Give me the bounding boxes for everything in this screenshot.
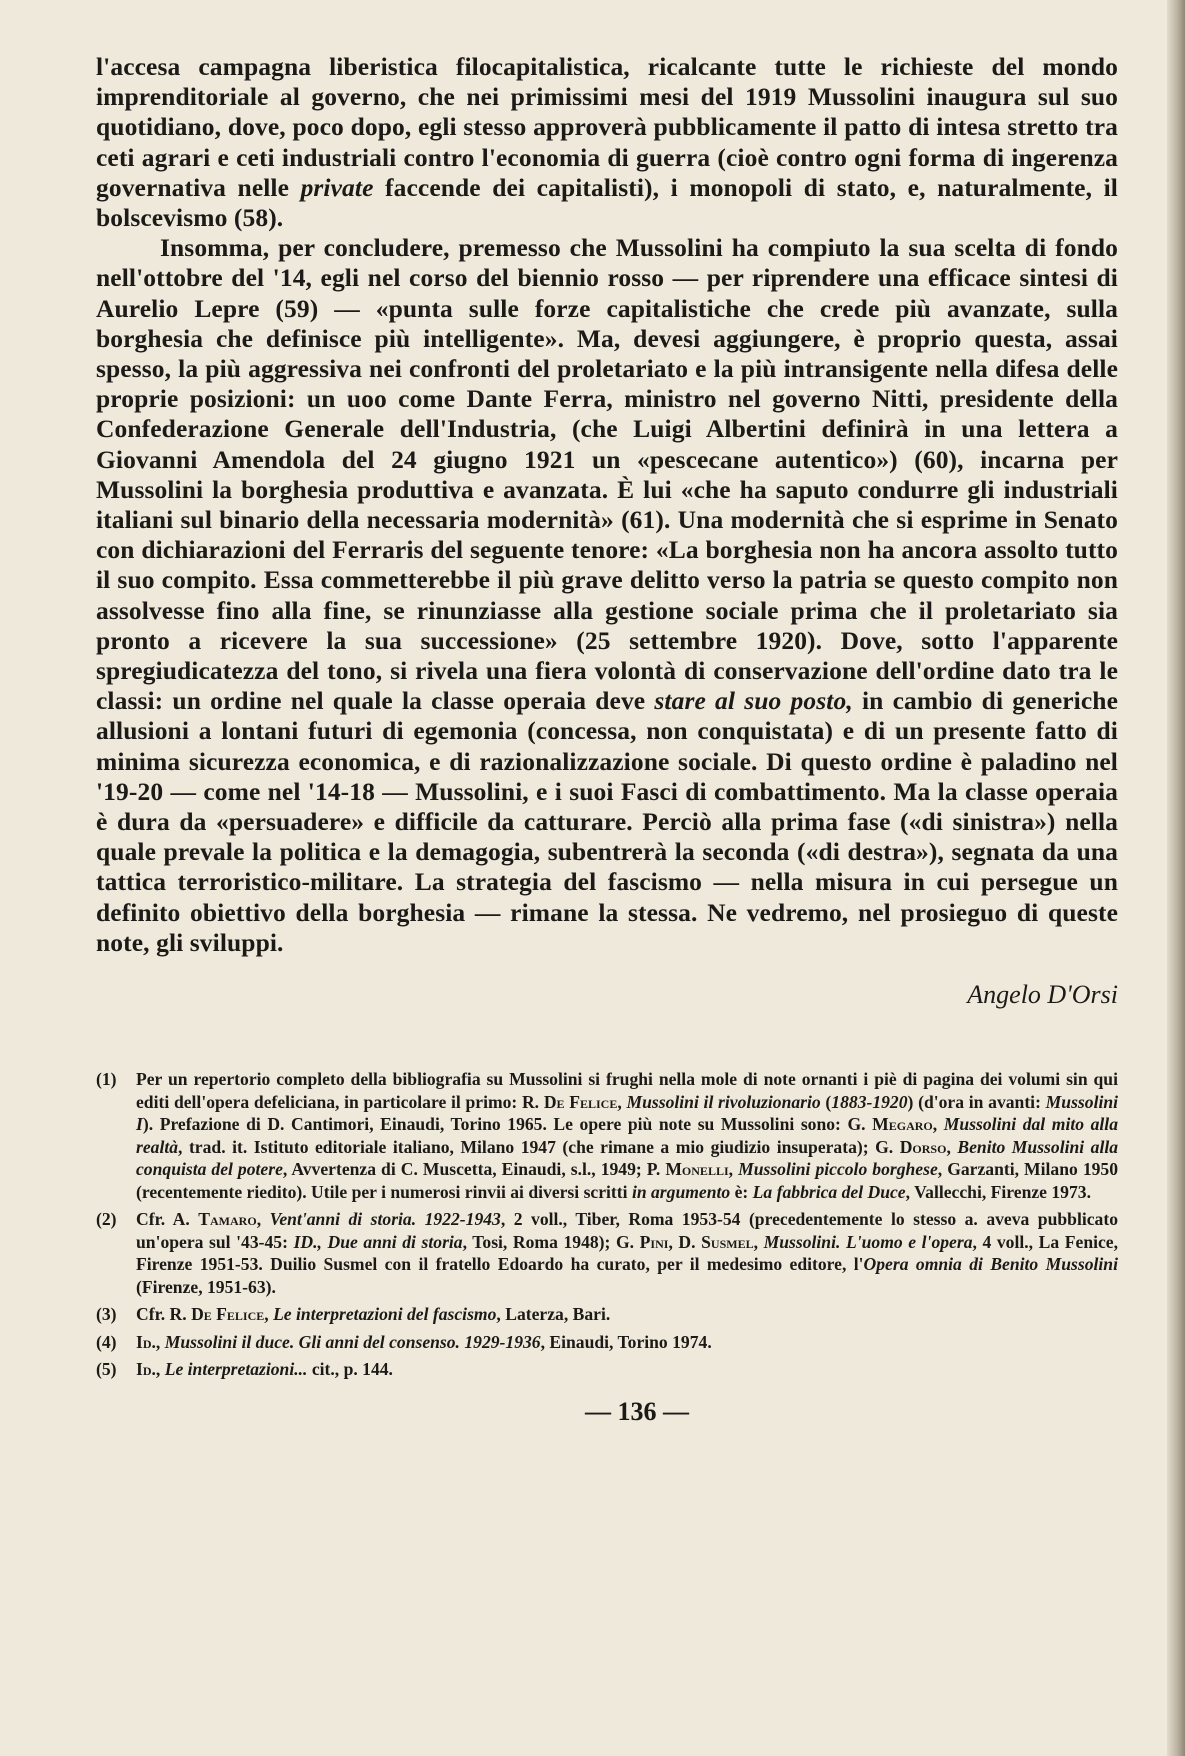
footnote-text: Cfr. R. — [136, 1304, 192, 1325]
footnote-text: , Einaudi, Torino 1974. — [540, 1331, 712, 1352]
body-italic: stare al suo posto, — [654, 686, 853, 716]
footnote-text: cit., p. 144. — [307, 1359, 393, 1380]
footnote-text: , Garzanti, Milano 1950 (recentemente riedito). Utile per i numerosi rinvii ai diversi scritti — [136, 1159, 1119, 1202]
author-name: Id. — [136, 1359, 156, 1380]
page-number: — 136 — — [585, 1396, 689, 1426]
book-title: ID., Due anni di storia — [293, 1231, 463, 1252]
author-name: De Felice — [191, 1304, 265, 1325]
book-title: Le interpretazioni... — [164, 1359, 308, 1380]
footnote-4 — [96, 1331, 1118, 1354]
footnote-text: ) (d'ora in avanti: — [907, 1091, 1046, 1112]
book-title: Le interpretazioni del fascismo — [273, 1304, 497, 1325]
footnote-text: , — [617, 1091, 627, 1112]
footnote-text: (Firenze, 1951-63). — [136, 1276, 276, 1297]
footnote-text: ). Prefazione di D. Cantimori, Einaudi, Torino 1965. Le opere più note su Mussolini sono: G. — [142, 1114, 873, 1135]
footnote-text: , — [155, 1331, 165, 1352]
footnote-text: , — [932, 1114, 944, 1135]
book-title: La fabbrica del Duce — [752, 1181, 906, 1202]
author-name: Megaro — [872, 1114, 933, 1135]
footnote-text: , trad. it. Istituto editoriale italiano, Milano 1947 (che rimane a mio giudizio insuperata); G. — [178, 1136, 900, 1157]
body-paragraph-1 — [96, 52, 1118, 233]
book-title: Mussolini il rivoluzionario — [626, 1091, 821, 1112]
footnote-text: ( — [820, 1091, 832, 1112]
body-text: in cambio di generiche allusioni a lontani futuri di egemonia (concessa, non conquistata) e di un presente fatto di minima sicurezza economica, e di razionalizzazione sociale. Di questo ordine è paladino nel '19-20 — come nel '14-18 — Mussolini, e i suoi Fasci di combattimento. Ma la classe operaia è dura da «persuadere» e difficile da catturare. Perciò alla prima fase («di sinistra») nella quale prevale la politica e la demagogia, subentrerà la seconda («di destra»), segnata da una tattica terroristico-militare. La strategia del fascismo — nella misura in cui persegue un definito obiettivo della borghesia — rimane la stessa. Ne vedremo, nel prosieguo di queste note, gli sviluppi. — [96, 686, 1118, 957]
author-name: Tamaro — [198, 1209, 257, 1230]
book-title: Mussolini I — [136, 1091, 1119, 1135]
author-name: Pini — [639, 1231, 669, 1252]
book-title: in argumento — [631, 1181, 731, 1202]
footnote-text: , — [264, 1304, 274, 1325]
footnote-text: , 2 voll., Tiber, Roma 1953-54 (precedentemente lo stesso a. aveva pubblicato un'opera sul '43-45: — [136, 1209, 1118, 1252]
author-name: Monelli — [665, 1159, 729, 1180]
book-title: Mussolini dal mito alla realtà — [136, 1114, 1118, 1157]
book-title: 1883-1920 — [831, 1091, 908, 1112]
footnote-text: , — [753, 1231, 764, 1252]
footnote-number: (1) — [96, 1069, 117, 1090]
footnote-1 — [96, 1068, 1118, 1203]
footnote-text: , 4 voll., La Fenice, Firenze 1951-53. Duilio Susmel con il fratello Edoardo ha curato, per il medesimo editore, l' — [136, 1231, 1119, 1275]
footnotes — [96, 1068, 1118, 1381]
footnote-text: , Vallecchi, Firenze 1973. — [905, 1181, 1091, 1202]
footnote-text: , — [728, 1159, 739, 1180]
book-page — [96, 52, 1118, 1427]
footnote-number: (5) — [96, 1359, 117, 1380]
book-title: Mussolini il duce. Gli anni del consenso. 1929-1936 — [164, 1331, 541, 1352]
footnote-text: , Tosi, Roma 1948); G. — [462, 1231, 640, 1252]
footnote-number: (2) — [96, 1209, 117, 1230]
footnote-text: Cfr. A. — [136, 1209, 199, 1230]
page-edge-shadow — [1167, 0, 1185, 1756]
footnote-text: , Laterza, Bari. — [496, 1304, 611, 1325]
book-title: Mussolini piccolo borghese — [738, 1159, 938, 1180]
book-title: Mussolini. L'uomo e l'opera — [763, 1231, 973, 1252]
footnote-text: Per un repertorio completo della bibliografia su Mussolini si frughi nella mole di note ornanti i piè di pagina dei volumi sin qui editi dell'opera defeliciana, in particolare il primo: R. — [136, 1069, 1118, 1112]
footnote-text: , Avvertenza di C. Muscetta, Einaudi, s.l., 1949; P. — [282, 1159, 666, 1180]
author-name: De Felice — [543, 1091, 618, 1112]
footnote-text: , D. — [668, 1231, 702, 1252]
footnote-number: (4) — [96, 1331, 117, 1352]
footnote-5 — [96, 1358, 1118, 1381]
body-text: l'accesa campagna liberistica filocapitalistica, ricalcante tutte le richieste del mondo imprenditoriale al governo, che nei primissimi mesi del 1919 Mussolini inaugura sul suo quotidiano, dove, poco dopo, egli stesso approverà pubblicamente il patto di intesa stretto tra ceti agrari e ceti industriali contro l'economia di guerra (cioè contro ogni forma di ingerenza governativa nelle — [96, 52, 1118, 202]
author-name: Id. — [136, 1331, 156, 1352]
footnote-number: (3) — [96, 1304, 117, 1325]
footnote-2 — [96, 1208, 1118, 1298]
author-name: Susmel — [701, 1231, 754, 1252]
author-name: Dorso — [899, 1136, 947, 1157]
body-text: Insomma, per concludere, premesso che Mussolini ha compiuto la sua scelta di fondo nell'ottobre del '14, egli nel corso del biennio rosso — per riprendere una efficace sintesi di Aurelio Lepre (59) — «punta sulle forze capitalistiche che crede più avanzate, sulla borghesia che definisce più intelligente». Ma, devesi aggiungere, è proprio questa, assai spesso, la più aggressiva nei confronti del proletariato e la più intransigente nella difesa delle proprie posizioni: un uoo come Dante Ferra, ministro nel governo Nitti, presidente della Confederazione Generale dell'Industria, (che Luigi Albertini definirà in una lettera a Giovanni Amendola del 24 giugno 1921 un «pescecane autentico») (60), incarna per Mussolini la borghesia produttiva e avanzata. È lui «che ha saputo condurre gli industriali italiani sul binario della necessaria modernità» (61). Una modernità che si esprime in Senato con dichiarazioni del Ferraris del seguente tenore: «La borghesia non ha ancora assolto tutto il suo compito. Essa commetterebbe il più grave delitto verso la patria se questo compito non assolvesse fino alla fine, se rinunziasse alla gestione sociale prima che il proletariato sia pronto a ricevere la sua successione» (25 settembre 1920). Dove, sotto l'apparente spregiudicatezza del tono, si rivela una fiera volontà di conservazione dell'ordine dato tra le classi: un ordine nel quale la classe operaia deve — [96, 233, 1118, 716]
book-title: Opera omnia di Benito Mussolini — [863, 1254, 1118, 1275]
book-title: Vent'anni di storia. 1922-1943 — [269, 1209, 501, 1230]
footnote-text: , — [946, 1136, 958, 1157]
footnote-text: , — [155, 1359, 165, 1380]
footnote-text: , — [256, 1209, 270, 1230]
footnote-3 — [96, 1303, 1118, 1326]
footnote-text: è: — [730, 1181, 753, 1202]
body-italic: private — [300, 172, 374, 202]
book-title: Benito Mussolini alla conquista del potere — [136, 1136, 1119, 1180]
author-signature: Angelo D'Orsi — [967, 980, 1118, 1010]
body-text: faccende dei capitalisti), i monopoli di stato, e, naturalmente, il bolscevismo (58). — [96, 172, 1118, 233]
body-paragraph-2 — [96, 233, 1118, 958]
